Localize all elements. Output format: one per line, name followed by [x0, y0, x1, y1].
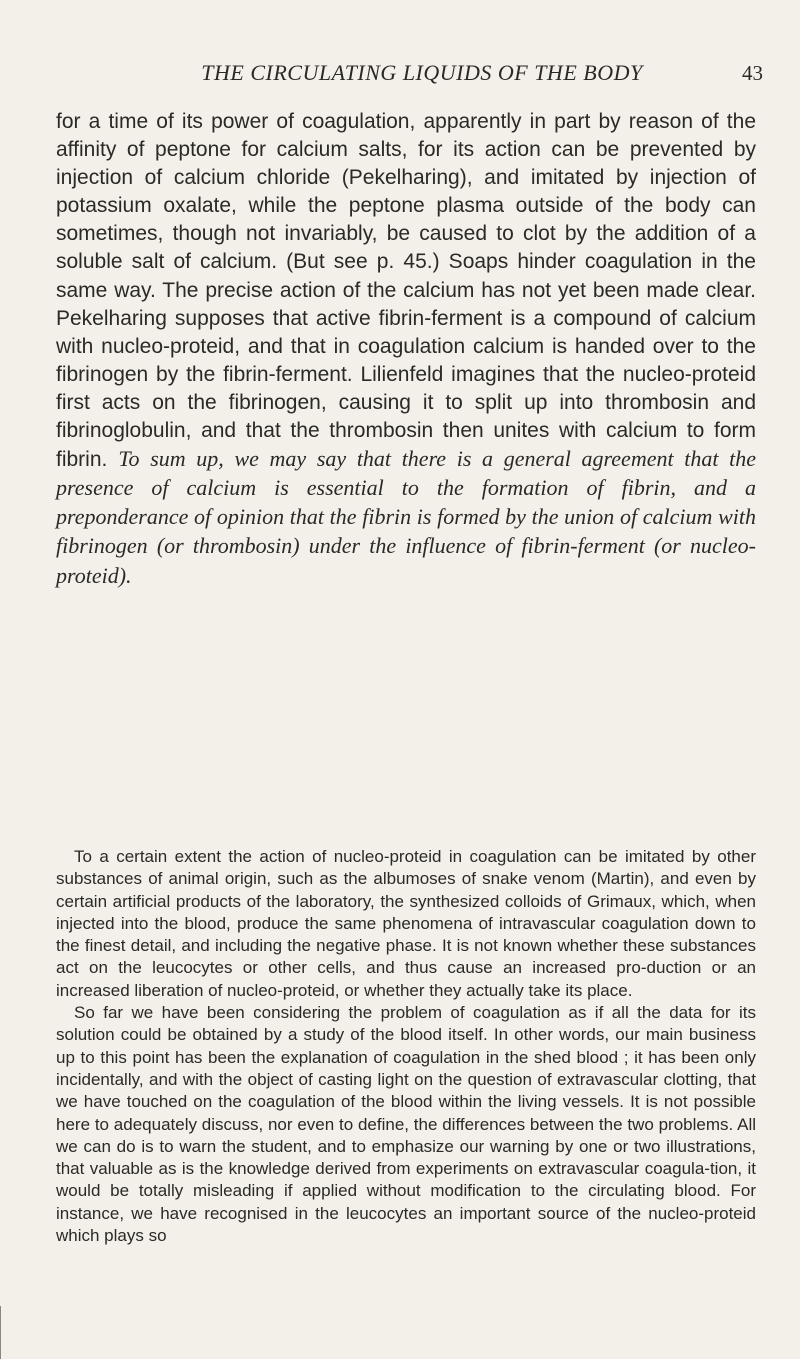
paragraph-text: for a time of its power of coagulation, apparently in part by reason of the affinity of peptone for calcium salts, for its action can be prevented by injection of calcium chloride (Pekelharing), and imitated by injection of potassium oxalate, while the peptone plasma outside of the body can sometimes, though not invariably, be caused to clot by the addition of a soluble salt of calcium. (But see p. 45.) Soaps hinder coagulation in the same way. The precise action of the calcium has not yet been made clear. Pekelharing supposes that active fibrin-ferment is a compound of calcium with nucleo-proteid, and that in coagulation calcium is handed over to the fibrinogen by the fibrin-ferment. Lilienfeld imagines that the nucleo-proteid first acts on the fibrinogen, causing it to split up into thrombosin and fibrinoglobulin, and that the thrombosin then unites with calcium to form fibrin. — [56, 110, 756, 472]
running-header — [0, 60, 800, 100]
main-text-block — [56, 108, 756, 591]
summary-italic-text: To sum up, we may say that there is a general agreement that the presence of calcium is essential to the formation of fibrin, and a preponderance of opinion that the fibrin is formed by the union of calcium with fibrinogen (or thrombosin) under the influence of fibrin-ferment (or nucleo-proteid). — [56, 446, 756, 588]
paragraph-intravascular-coagulation: So far we have been considering the problem of coagulation as if all the data for its solution could be obtained by a study of the blood itself. In other words, our main business up to this point has been the explanation of coagulation in the shed blood ; it has been only incidentally, and with the object of casting light on the question of extravascular clotting, that we have touched on the coagulation of the blood within the living vessels. It is not possible here to adequately discuss, nor even to define, the differences between the two problems. All we can do is to warn the student, and to emphasize our warning by one or two illustrations, that valuable as is the knowledge derived from experiments on extravascular coagula-tion, it would be totally misleading if applied without modification to the circulating blood. For instance, we have recognised in the leucocytes an important source of the nucleo-proteid which plays so — [56, 1003, 756, 1246]
margin-scan-line — [0, 1306, 1, 1359]
paragraph-calcium-action — [56, 108, 756, 591]
running-title: THE CIRCULATING LIQUIDS OF THE BODY — [201, 60, 643, 85]
small-print-block — [56, 846, 756, 1247]
paragraph-nucleo-proteid-imitation: To a certain extent the action of nucleo-proteid in coagulation can be imitated by other substances of animal origin, such as the albumoses of snake venom (Martin), and even by certain artificial products of the laboratory, the synthesized colloids of Grimaux, which, when injected into the blood, produce the same phenomena of intravascular coagulation down to the finest detail, and including the negative phase. It is not known whether these substances act on the leucocytes or other cells, and thus cause an increased pro-duction or an increased liberation of nucleo-proteid, or whether they actually take its place. — [56, 847, 756, 1000]
page-number: 43 — [742, 61, 763, 85]
